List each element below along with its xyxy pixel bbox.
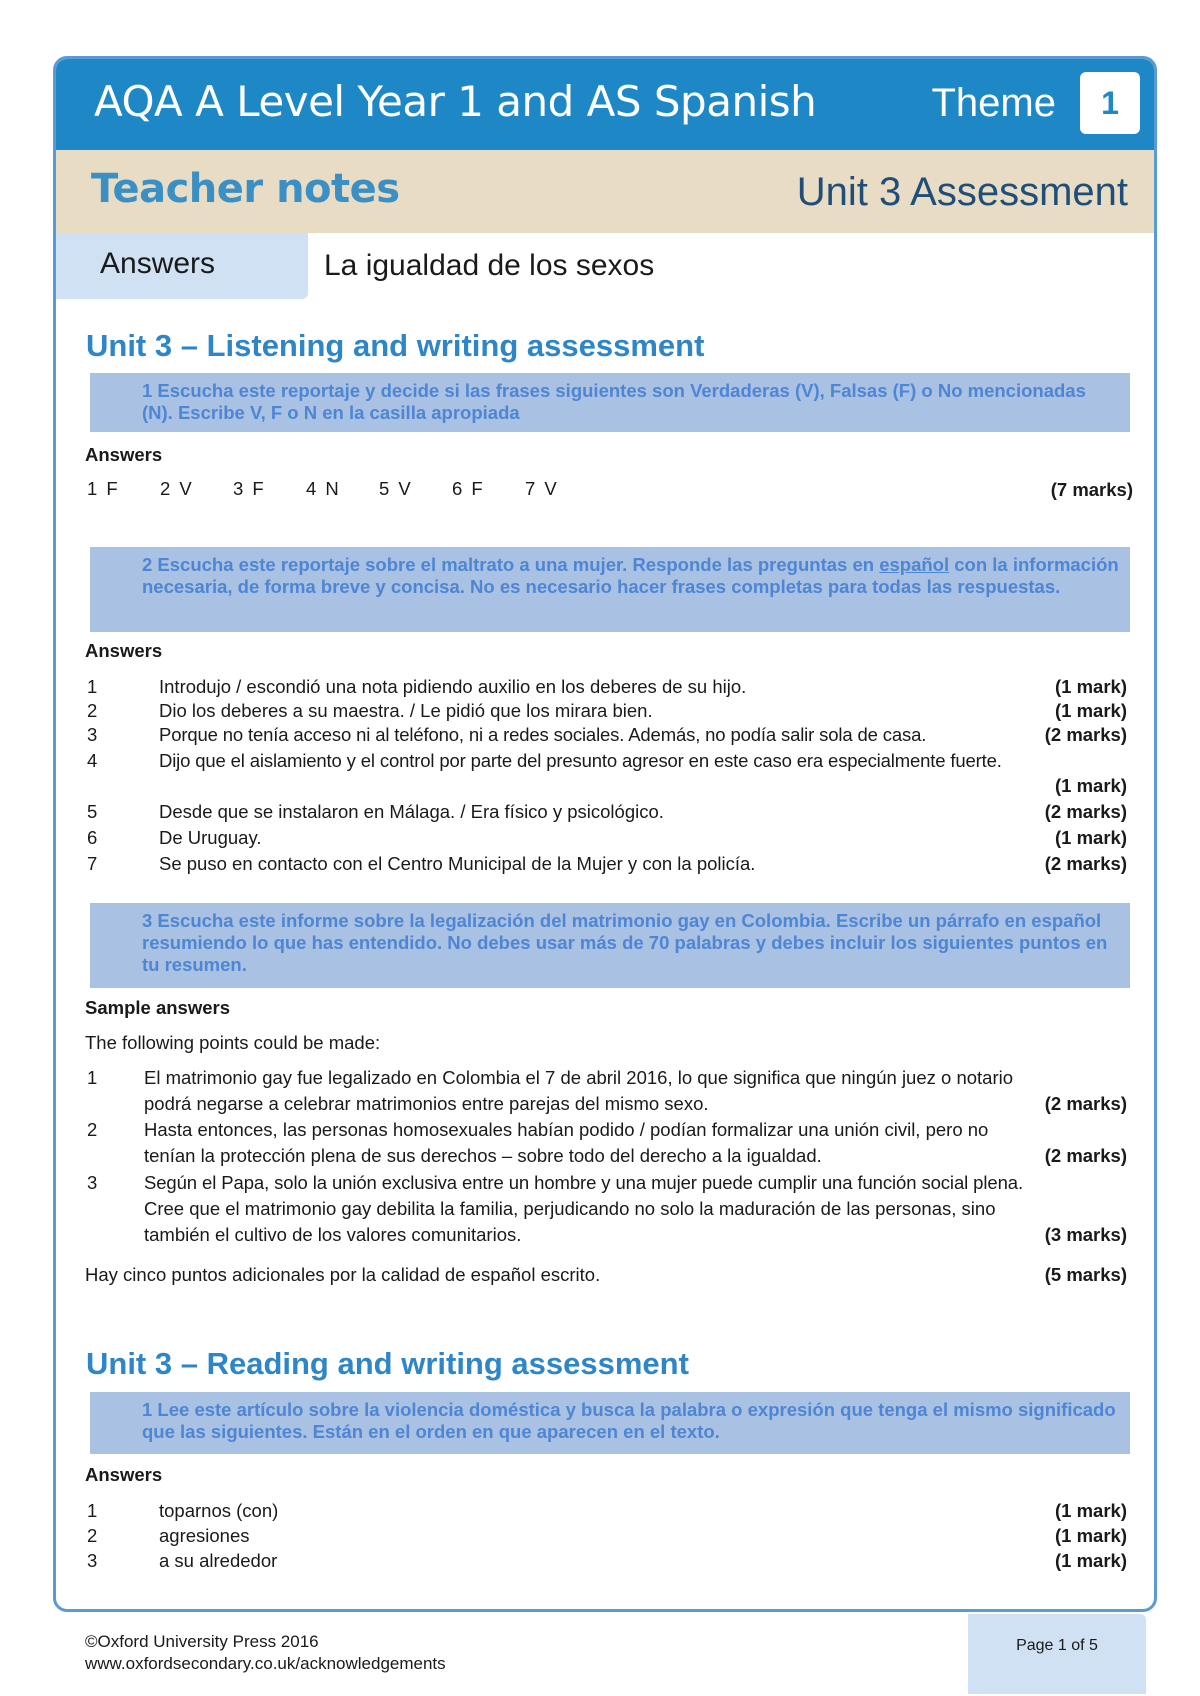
q2-item-number: 3 — [87, 724, 98, 745]
q3-extra: Hay cinco puntos adicionales por la calidad de español escrito. — [85, 1264, 601, 1285]
q2-item-number: 5 — [87, 801, 98, 822]
q1-answers — [87, 478, 598, 500]
document-body — [53, 0, 1157, 1696]
sample-answers-label: Sample answers — [85, 997, 230, 1018]
q3-item-number: 1 — [87, 1067, 98, 1088]
q1-answer: 2 V — [160, 478, 194, 499]
footer — [85, 1631, 446, 1675]
reading-item-marks: (1 mark) — [1055, 1525, 1127, 1546]
copyright-text: ©Oxford University Press 2016 — [85, 1632, 319, 1651]
q2-item-number: 2 — [87, 700, 98, 721]
q3-item-line: Hasta entonces, las personas homosexuales habían podido / podían formalizar una unión civil, pero no — [144, 1119, 989, 1140]
q3-item-line: podrá negarse a celebrar matrimonios entre parejas del mismo sexo. — [144, 1093, 709, 1114]
q3-item-line: tenían la protección plena de sus derechos – sobre todo del derecho a la igualdad. — [144, 1145, 822, 1166]
q2-item-number: 1 — [87, 676, 98, 697]
q2-item-marks: (2 marks) — [1044, 801, 1127, 822]
answers-label: Answers — [85, 1464, 163, 1485]
q2-item-text: Dio los deberes a su maestra. / Le pidió que los mirara bien. — [159, 700, 653, 721]
reading-item-number: 1 — [87, 1500, 98, 1521]
reading-item-number: 3 — [87, 1550, 98, 1571]
q3-intro: The following points could be made: — [85, 1032, 381, 1053]
q2-item-marks: (2 marks) — [1044, 853, 1127, 874]
q2-item-number: 6 — [87, 827, 98, 848]
q2-prompt-underlined: español — [879, 554, 950, 575]
q3-item-line: Según el Papa, solo la unión exclusiva entre un hombre y una mujer puede cumplir una función social plena. — [144, 1172, 1023, 1193]
theme-number: 1 — [1080, 72, 1140, 134]
answers-tab: Answers — [56, 233, 308, 299]
q3-item-marks: (2 marks) — [1044, 1093, 1127, 1114]
q2-item-marks: (1 mark) — [1055, 676, 1127, 697]
q1-answer: 1 F — [87, 478, 120, 499]
q1-answer: 5 V — [379, 478, 413, 499]
reading-item-marks: (1 mark) — [1055, 1550, 1127, 1571]
q2-item-marks: (1 mark) — [1055, 827, 1127, 848]
reading-item-marks: (1 mark) — [1055, 1500, 1127, 1521]
q3-extra-marks: (5 marks) — [1044, 1264, 1127, 1285]
q1-answer: 3 F — [233, 478, 266, 499]
theme-label: Theme — [931, 81, 1056, 125]
q2-item-number: 7 — [87, 853, 98, 874]
unit-assessment-title: Unit 3 Assessment — [796, 170, 1128, 214]
reading-question-1-box: 1 Lee este artículo sobre la violencia doméstica y busca la palabra o expresión que tenga el mismo significado que las siguientes. Están en el orden en que aparecen en el texto. — [90, 1392, 1130, 1454]
document-title: AQA A Level Year 1 and AS Spanish — [94, 77, 817, 126]
q3-item-line: El matrimonio gay fue legalizado en Colombia el 7 de abril 2016, lo que significa que ningún juez o notario — [144, 1067, 1014, 1088]
q2-item-marks: (1 mark) — [1055, 775, 1127, 796]
q1-marks: (7 marks) — [1050, 479, 1133, 500]
q3-item-line: también el cultivo de los valores comunitarios. — [144, 1224, 522, 1245]
topic-title: La igualdad de los sexos — [324, 249, 655, 282]
q2-item-text: Introdujo / escondió una nota pidiendo auxilio en los deberes de su hijo. — [159, 676, 747, 697]
q1-answer: 6 F — [452, 478, 485, 499]
q2-item-text: Porque no tenía acceso ni al teléfono, ni a redes sociales. Además, no podía salir sola de casa. — [159, 724, 927, 745]
reading-item-text: toparnos (con) — [159, 1500, 279, 1521]
q1-answer: 7 V — [525, 478, 559, 499]
q2-item-number: 4 — [87, 750, 98, 771]
page-number-tab: Page 1 of 5 — [968, 1614, 1146, 1694]
q1-answer: 4 N — [306, 478, 341, 499]
listening-heading: Unit 3 – Listening and writing assessment — [86, 328, 705, 363]
q2-item-text: Desde que se instalaron en Málaga. / Era físico y psicológico. — [159, 801, 664, 822]
q2-prompt-end: con la información necesaria, de forma breve y concisa. No es necesario hacer frases completas para todas las respuestas. — [142, 554, 1119, 597]
q2-item-text: Se puso en contacto con el Centro Municipal de la Mujer y con la policía. — [159, 853, 756, 874]
q2-item-text: Dijo que el aislamiento y el control por parte del presunto agresor en este caso era especialmente fuerte. — [159, 750, 1002, 771]
q3-item-number: 2 — [87, 1119, 98, 1140]
q2-item-marks: (1 mark) — [1055, 700, 1127, 721]
acknowledgements-link[interactable]: www.oxfordsecondary.co.uk/acknowledgements — [85, 1654, 446, 1673]
answers-label: Answers — [85, 444, 163, 465]
q3-item-number: 3 — [87, 1172, 98, 1193]
q3-item-marks: (2 marks) — [1044, 1145, 1127, 1166]
reading-item-text: agresiones — [159, 1525, 250, 1546]
question-3-box: 3 Escucha este informe sobre la legalización del matrimonio gay en Colombia. Escribe un párrafo en español resumiendo lo que has entendido. No debes usar más de 70 palabras y debes incluir los siguientes puntos en tu resumen. — [90, 903, 1130, 988]
reading-item-text: a su alrededor — [159, 1550, 278, 1571]
q2-item-text: De Uruguay. — [159, 827, 262, 848]
question-1-box: 1 Escucha este reportaje y decide si las frases siguientes son Verdaderas (V), Falsas (F) o No mencionadas (N). Escribe V, F o N en la casilla apropiada — [90, 373, 1130, 432]
question-2-box — [90, 547, 1130, 632]
q2-prompt-start: 2 Escucha este reportaje sobre el maltrato a una mujer. Responde las preguntas en — [142, 554, 880, 575]
q2-item-marks: (2 marks) — [1044, 724, 1127, 745]
reading-item-number: 2 — [87, 1525, 98, 1546]
teacher-notes-title: Teacher notes — [91, 166, 400, 212]
q3-item-line: Cree que el matrimonio gay debilita la familia, perjudicando no solo la maduración de las personas, sino — [144, 1198, 996, 1219]
answers-label: Answers — [85, 640, 163, 661]
reading-heading: Unit 3 – Reading and writing assessment — [86, 1346, 689, 1381]
q3-item-marks: (3 marks) — [1044, 1224, 1127, 1245]
